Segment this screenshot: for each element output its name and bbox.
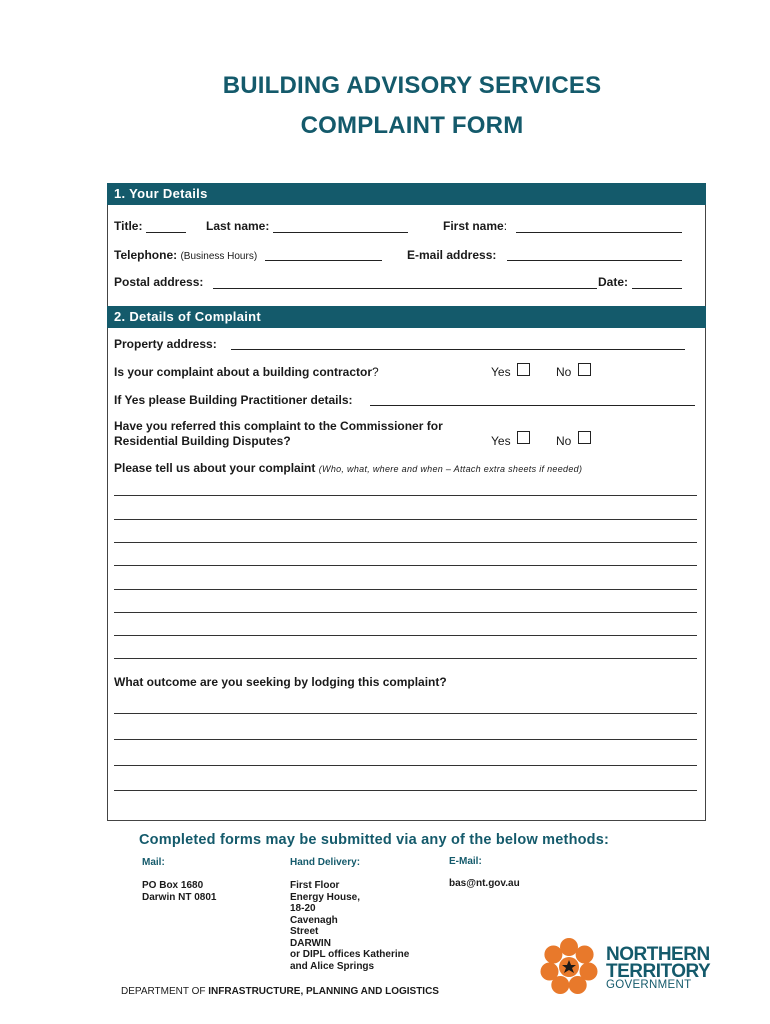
complaint-line[interactable]	[114, 495, 697, 496]
complaint-line[interactable]	[114, 565, 697, 566]
email-label: E-mail address:	[407, 248, 497, 262]
email-address[interactable]: bas@nt.gov.au	[449, 878, 520, 889]
telephone-label: Telephone: (Business Hours)	[114, 248, 258, 262]
hand-delivery-address	[290, 880, 409, 972]
date-label: Date:	[598, 275, 629, 289]
practitioner-field[interactable]	[370, 405, 695, 406]
complaint-line[interactable]	[114, 658, 697, 659]
contractor-no-checkbox[interactable]	[578, 363, 591, 376]
mail-line: Darwin NT 0801	[142, 891, 217, 903]
first-name-label: First name:	[443, 219, 508, 233]
hand-line: or DIPL offices Katherine	[290, 949, 410, 960]
postal-address-label: Postal address:	[114, 275, 204, 289]
title-field[interactable]	[146, 232, 186, 233]
outcome-line[interactable]	[114, 739, 697, 740]
mail-heading: Mail:	[142, 857, 165, 868]
hand-line: Cavenagh	[290, 914, 338, 926]
complaint-line[interactable]	[114, 635, 697, 636]
mail-line: PO Box 1680	[142, 880, 204, 891]
logo-text-territory: TERRITORY	[606, 961, 711, 982]
referred-yes-label: Yes	[491, 434, 511, 448]
email-field[interactable]	[507, 260, 682, 261]
submission-heading: Completed forms may be submitted via any of the below methods:	[139, 832, 610, 848]
logo-petal	[569, 976, 587, 994]
referred-no-label: No	[556, 434, 572, 448]
complaint-line[interactable]	[114, 542, 697, 543]
section-your-details-header: 1. Your Details	[107, 183, 706, 205]
last-name-label: Last name:	[206, 219, 270, 233]
logo-petal	[541, 963, 559, 981]
outcome-line[interactable]	[114, 790, 697, 791]
first-name-field[interactable]	[516, 232, 682, 233]
referred-yes-checkbox[interactable]	[517, 431, 530, 444]
department-footer: DEPARTMENT OF INFRASTRUCTURE, PLANNING AND LOGISTICS	[121, 986, 439, 997]
contractor-no-label: No	[556, 365, 572, 379]
complaint-details-label: Please tell us about your complaint (Who, what, where and when – Attach extra sheets if needed)	[114, 461, 583, 475]
page-title-line2: COMPLAINT FORM	[300, 112, 524, 139]
practitioner-label: If Yes please Building Practitioner details:	[114, 393, 353, 407]
date-field[interactable]	[632, 288, 682, 289]
hand-line: DARWIN	[290, 937, 331, 949]
nt-government-logo-icon	[538, 936, 600, 998]
referred-question-line1: Have you referred this complaint to the Commissioner for	[114, 419, 443, 433]
title-label: Title:	[114, 219, 143, 233]
contractor-yes-checkbox[interactable]	[517, 363, 530, 376]
complaint-line[interactable]	[114, 519, 697, 520]
hand-line: and Alice Springs	[290, 960, 375, 972]
logo-petal	[576, 946, 594, 964]
complaint-line[interactable]	[114, 612, 697, 613]
contractor-question: Is your complaint about a building contractor?	[114, 365, 379, 379]
property-address-label: Property address:	[114, 337, 217, 351]
complaint-line[interactable]	[114, 589, 697, 590]
section-complaint-header: 2. Details of Complaint	[107, 306, 706, 328]
logo-petal	[560, 938, 578, 956]
logo-text-government: GOVERNMENT	[606, 979, 692, 991]
outcome-label: What outcome are you seeking by lodging this complaint?	[114, 675, 447, 689]
logo-petal	[544, 946, 562, 964]
property-address-field[interactable]	[231, 349, 685, 350]
telephone-field[interactable]	[265, 260, 382, 261]
hand-line: First Floor	[290, 880, 340, 891]
hand-line: 18-20	[290, 903, 316, 914]
outcome-line[interactable]	[114, 713, 697, 714]
hand-line: Energy House,	[290, 891, 361, 903]
contractor-yes-label: Yes	[491, 365, 511, 379]
referred-no-checkbox[interactable]	[578, 431, 591, 444]
referred-question-line2: Residential Building Disputes?	[114, 434, 291, 448]
hand-line: Street	[290, 926, 319, 937]
hand-delivery-heading: Hand Delivery:	[290, 857, 361, 868]
postal-address-field[interactable]	[213, 288, 597, 289]
outcome-line[interactable]	[114, 765, 697, 766]
logo-text-northern: NORTHERN	[606, 944, 710, 965]
last-name-field[interactable]	[273, 232, 408, 233]
email-heading: E-Mail:	[449, 856, 482, 867]
page-title-line1: BUILDING ADVISORY SERVICES	[222, 72, 602, 99]
mail-address	[142, 880, 216, 903]
